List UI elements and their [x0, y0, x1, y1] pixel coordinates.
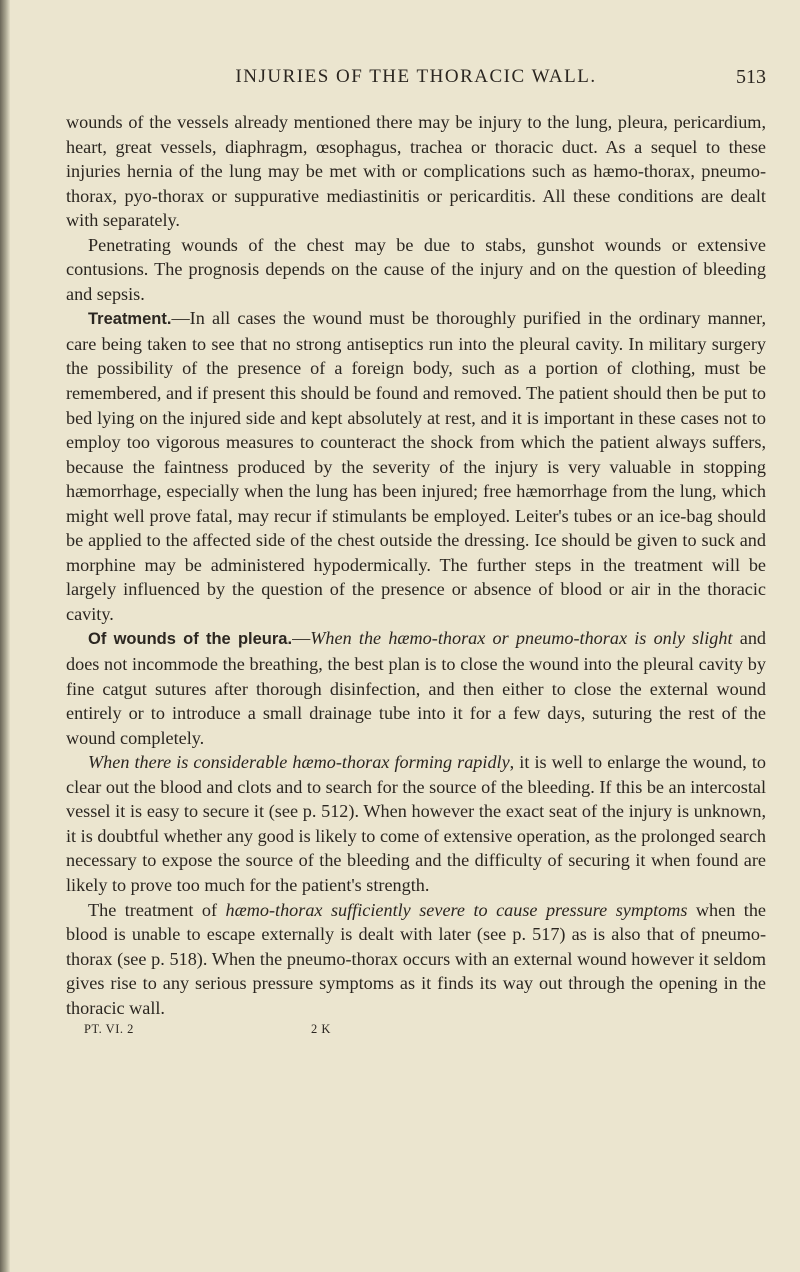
paragraph-treatment [66, 306, 766, 626]
book-spine-shadow [0, 0, 10, 1272]
pleura-heading: Of wounds of the pleura. [88, 630, 293, 649]
paragraph-pressure [66, 898, 766, 1021]
body-text [66, 110, 766, 1020]
book-page [66, 58, 766, 1042]
paragraph-1 [66, 110, 766, 233]
paragraph-pleura [66, 626, 766, 750]
pressure-text: when the blood is unable to escape externally is dealt with later (see p. 517) as is also that of pneumo-thorax (see p. 518). When the pneumo-thorax occurs with an external wound however it seldom gives rise to any serious pressure symptoms as it finds its way out through the opening in the thoracic wall. [66, 899, 766, 1018]
paragraph-haemothorax [66, 750, 766, 897]
pleura-dash: — [292, 628, 311, 649]
treatment-heading: Treatment. [88, 310, 172, 329]
gathering-mark: 2 K [311, 1022, 331, 1037]
page-number: 513 [736, 66, 766, 88]
haemothorax-italic: When there is considerable hæmo-thorax forming rapidly [88, 752, 510, 773]
paragraph-2 [66, 233, 766, 307]
paragraph-1-text: wounds of the vessels already mentioned there may be injury to the lung, pleura, pericardium, heart, great vessels, diaphragm, œsophagus, trachea or thoracic duct. As a sequel to these injuries hernia of the lung may be met with or complications such as hæmo-thorax, pneumo-thorax, pyo-thorax or suppurative mediastinitis or pericarditis. All these conditions are dealt with separately. [66, 112, 766, 231]
page-footer [66, 1022, 766, 1042]
signature-mark: PT. VI. 2 [84, 1022, 134, 1037]
pressure-pre: The treatment of [88, 899, 226, 920]
running-title: INJURIES OF THE THORACIC WALL. [235, 66, 597, 87]
treatment-text: —In all cases the wound must be thoroughly purified in the ordinary manner, care being taken to see that no strong antiseptics run into the pleural cavity. In military surgery the possibility of the presence of a foreign body, such as a portion of clothing, must be remembered, and if present this should be found and removed. The patient should then be put to bed lying on the injured side and kept absolutely at rest, and it is important in these cases not to employ too vigorous measures to counteract the shock from which the patient always suffers, because the faintness produced by the severity of the injury is very valuable in stopping hæmorrhage, especially when the lung has been injured; free hæmorrhage from the lung, which might well prove fatal, may recur if stimulants be employed. Leiter's tubes or an ice-bag should be applied to the affected side of the chest outside the dressing. Ice should be given to suck and morphine may be administered hypodermically. The further steps in the treatment will be largely influenced by the question of the presence or absence of blood or air in the thoracic cavity. [66, 308, 766, 624]
paragraph-2-text: Penetrating wounds of the chest may be due to stabs, gunshot wounds or extensive contusions. The prognosis depends on the cause of the injury and on the question of bleeding and sepsis. [66, 234, 766, 304]
pleura-text: and does not incommode the breathing, the best plan is to close the wound into the pleural cavity by fine catgut sutures after thorough disinfection, and then either to close the external wound entirely or to introduce a small drainage tube into it for a few days, suturing the rest of the wound completely. [66, 628, 767, 748]
pressure-italic: hæmo-thorax sufficiently severe to cause pressure symptoms [225, 899, 688, 920]
haemothorax-text: , it is well to enlarge the wound, to clear out the blood and clots and to search for the source of the bleeding. If this be an intercostal vessel it is easy to secure it (see p. 512). When however the exact seat of the injury is unknown, it is doubtful whether any good is likely to come of extensive operation, as the prolonged search necessary to expose the source of the bleeding and the difficulty of securing it when found are likely to prove too much for the patient's strength. [66, 752, 766, 895]
running-header [66, 58, 766, 90]
pleura-italic: When the hæmo-thorax or pneumo-thorax is only slight [310, 628, 733, 649]
